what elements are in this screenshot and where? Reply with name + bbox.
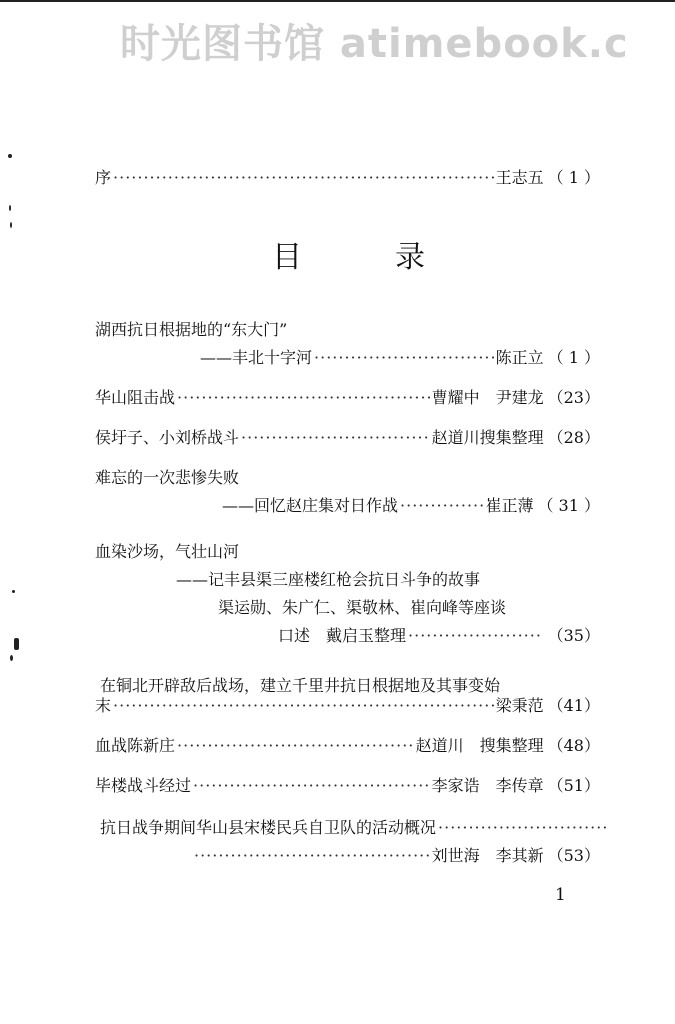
toc-entry-title[interactable]: [95, 318, 287, 342]
entry-title-cont: 末: [95, 696, 112, 715]
entry-title-text: 在铜北开辟敌后战场，建立千里井抗日根据地及其事变始: [100, 676, 501, 695]
preface-page: （ 1 ）: [547, 168, 600, 187]
preface-label: 序: [95, 168, 112, 187]
leader-dots: [438, 816, 608, 840]
entry-title-text: 华山阻击战: [95, 388, 176, 407]
scan-speck: [9, 205, 11, 211]
entry-title-text: 难忘的一次悲惨失败: [95, 468, 240, 487]
leader-dots: [113, 694, 494, 718]
toc-entry-subtitle-line: [176, 568, 480, 592]
toc-entry-title[interactable]: [95, 540, 239, 564]
leader-dots: [177, 386, 430, 410]
entry-subtitle: ——回忆赵庄集对日作战: [222, 496, 399, 515]
entry-author: 崔正薄: [485, 496, 534, 515]
watermark: 时光图书馆 atimebook.c: [120, 21, 629, 67]
scan-speck: [10, 222, 12, 228]
toc-entry[interactable]: [95, 774, 600, 798]
entry-subtitle: ——丰北十字河: [200, 348, 313, 367]
toc-entry[interactable]: [222, 494, 600, 518]
toc-entry[interactable]: [95, 386, 600, 410]
entry-page: （41）: [547, 696, 600, 715]
entry-author: 赵道川 搜集整理: [415, 736, 544, 755]
entry-page: （51）: [547, 776, 600, 795]
entry-author: 赵道川搜集整理: [431, 428, 544, 447]
leader-dots: [241, 426, 430, 450]
leader-dots: [194, 844, 430, 868]
toc-entry[interactable]: [278, 624, 600, 648]
toc-entry-title[interactable]: [100, 816, 610, 840]
entry-title-text: 侯圩子、小刘桥战斗: [95, 428, 240, 447]
entry-contributors: 渠运勋、朱广仁、渠敬林、崔向峰等座谈: [218, 598, 507, 617]
scan-speck: [10, 655, 13, 661]
scan-speck: [14, 638, 19, 650]
toc-entry-contributors: [218, 596, 506, 620]
entry-page: （ 1 ）: [547, 348, 600, 367]
entry-title-text: 血染沙场，气壮山河: [95, 542, 240, 561]
scan-speck: [12, 590, 15, 593]
entry-author: 口述 戴启玉整理: [278, 626, 407, 645]
entry-author: 陈正立: [495, 348, 544, 367]
leader-dots: [193, 774, 430, 798]
toc-entry[interactable]: [95, 734, 600, 758]
entry-author: 李家诰 李传章: [431, 776, 544, 795]
leader-dots: [314, 346, 494, 370]
entry-title-text: 抗日战争期间华山县宋楼民兵自卫队的活动概况: [100, 818, 437, 837]
entry-author: 梁秉范: [495, 696, 544, 715]
toc-heading-char2: 录: [395, 240, 425, 275]
entry-page: （35）: [547, 626, 600, 645]
entry-page: （23）: [547, 388, 600, 407]
leader-dots: [408, 624, 542, 648]
toc-entry[interactable]: [200, 346, 600, 370]
scan-speck: [8, 154, 12, 158]
entry-title-text: 毕楼战斗经过: [95, 776, 192, 795]
entry-title-text: 血战陈新庄: [95, 736, 176, 755]
leader-dots: [177, 734, 414, 758]
top-rule: [0, 0, 675, 2]
preface-author: 王志五: [495, 168, 544, 187]
entry-author: 刘世海 李其新: [431, 846, 544, 865]
toc-heading-char1: 目: [272, 240, 302, 275]
toc-preface[interactable]: [95, 166, 600, 190]
page-number: 1: [555, 885, 566, 905]
toc-entry[interactable]: [192, 844, 600, 868]
toc-entry-title[interactable]: [95, 466, 239, 490]
toc-entry[interactable]: [95, 694, 600, 718]
entry-title-text: 湖西抗日根据地的“东大门”: [95, 320, 288, 339]
toc-entry[interactable]: [95, 426, 600, 450]
entry-page: （53）: [547, 846, 600, 865]
entry-page: （28）: [547, 428, 600, 447]
entry-page: （ 31 ）: [537, 496, 600, 515]
entry-page: （48）: [547, 736, 600, 755]
entry-author: 曹耀中 尹建龙: [431, 388, 544, 407]
entry-subtitle: ——记丰县渠三座楼红枪会抗日斗争的故事: [176, 570, 481, 589]
leader-dots: [113, 166, 494, 190]
leader-dots: [400, 494, 483, 518]
